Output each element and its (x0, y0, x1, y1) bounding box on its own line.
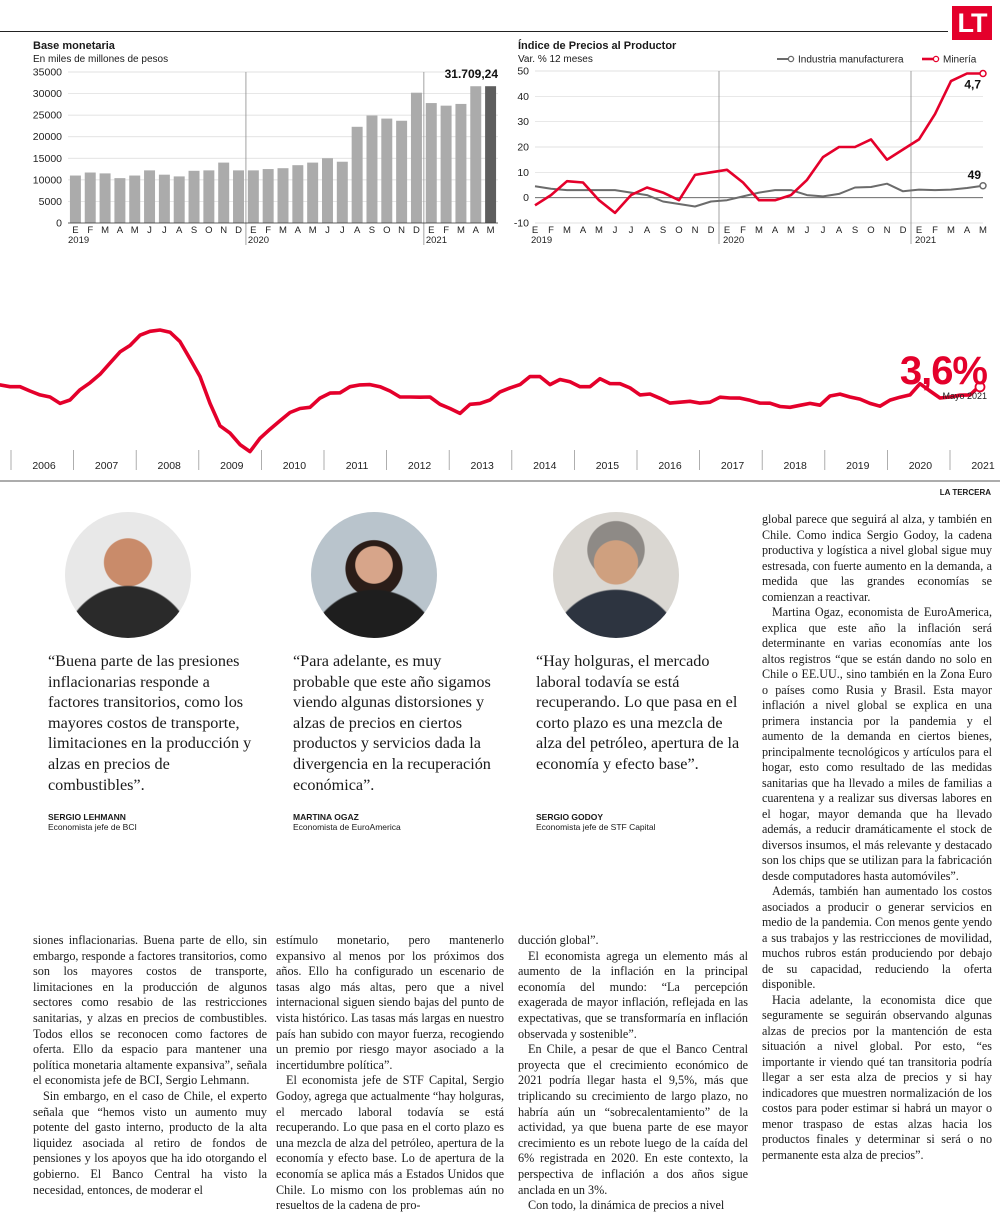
y-tick-label: 10000 (32, 174, 62, 187)
bar (100, 173, 111, 223)
year-label: 2008 (157, 460, 181, 472)
paragraph: Hacia adelante, la economista dice que seguramente se seguirán observando algunas alzas de precios por la mantención de esta situación a nivel global. Por esto, “es importante ir viendo qué tan transitoria podría llegar a ser esta alza de precios y si hay indicadores que muestren normalización de los costos para poder estimar si habrá un mayor o menor traspaso de estas alzas hacia los productos finales y determinar si será o no permanente esta alza de precios”. (762, 992, 992, 1162)
year-label: 2019 (68, 235, 90, 246)
year-label: 2006 (32, 460, 56, 472)
x-tick-label: F (548, 225, 554, 236)
highlight-caption: Mayo 2021 (942, 391, 987, 401)
quote-lehmann: “Buena parte de las presiones inflacionarias responde a factores transitorios, como los mayores costos de transporte, limitaciones en la producción y alzas en precios de combustibles”. (48, 652, 252, 794)
bar (129, 176, 140, 223)
x-tick-label: A (835, 225, 843, 236)
x-tick-label: J (820, 225, 826, 236)
x-tick-label: J (162, 225, 167, 236)
ipp-chart (505, 50, 1000, 250)
end-point-marker (980, 71, 986, 77)
year-label: 2014 (533, 460, 557, 472)
sergio-godoy-portrait (553, 512, 679, 638)
paragraph: Además, también han aumentado los costos asociados a producir o generar servicios en medio de la pandemia. Con menos gente yendo a sus trabajos y las restricciones de movilidad, muchos rubros están produciendo por debajo de su capacidad, reduciendo la oferta disponible. (762, 884, 992, 991)
y-tick-label: 20000 (32, 131, 62, 144)
x-tick-label: M (486, 225, 495, 236)
la-tercera-logo: LT (952, 6, 992, 40)
x-tick-label: A (579, 225, 587, 236)
x-tick-label: A (963, 225, 971, 236)
x-tick-label: O (675, 225, 683, 236)
year-label: 2015 (595, 460, 620, 472)
year-label: 2018 (783, 460, 807, 472)
top-rule (0, 31, 948, 32)
x-tick-label: A (176, 225, 183, 236)
x-tick-label: A (472, 225, 479, 236)
y-tick-label: 25000 (32, 109, 62, 122)
x-tick-label: M (101, 225, 110, 236)
x-tick-label: E (531, 225, 539, 236)
y-tick-label: 40 (517, 90, 529, 103)
bar (144, 170, 155, 223)
x-tick-label: D (413, 225, 420, 236)
x-tick-label: J (325, 225, 330, 236)
x-tick-label: M (308, 225, 317, 236)
year-label: 2009 (220, 460, 244, 472)
y-tick-label: 10 (517, 166, 529, 179)
year-label: 2011 (345, 460, 369, 472)
article-column-2 (276, 933, 504, 1214)
x-tick-label: M (787, 225, 795, 236)
bar (292, 165, 303, 223)
bar (233, 170, 244, 223)
bar (366, 116, 377, 223)
year-label: 2021 (915, 235, 937, 246)
x-tick-label: S (851, 225, 859, 236)
x-tick-label: M (755, 225, 763, 236)
x-tick-label: E (250, 225, 257, 236)
quote-ogaz: “Para adelante, es muy probable que este año sigamos viendo algunas distorsiones y alzas de precios en ciertos productos y servicios dada la divergencia en la recuperación económica”. (293, 652, 491, 794)
chart2-subtitle: Var. % 12 meses (518, 54, 593, 65)
x-tick-label: D (707, 225, 715, 236)
x-tick-label: S (368, 225, 376, 236)
quote-lehmann-name: SERGIO LEHMANN (48, 812, 126, 822)
chart1-subtitle: En miles de millones de pesos (33, 54, 169, 65)
quote-lehmann-role: Economista jefe de BCI (48, 822, 137, 832)
y-tick-label: 0 (56, 217, 62, 230)
year-label: 2010 (282, 460, 307, 472)
quote-godoy-role: Economista jefe de STF Capital (536, 822, 656, 832)
y-tick-label: 0 (523, 192, 529, 205)
x-tick-label: M (947, 225, 955, 236)
bar (307, 163, 318, 223)
year-label: 2020 (247, 235, 270, 246)
x-tick-label: M (456, 225, 465, 236)
y-tick-label: 20 (517, 141, 529, 154)
bar (159, 175, 170, 223)
y-tick-label: 35000 (32, 66, 62, 79)
x-tick-label: M (130, 225, 139, 236)
article-column-4 (762, 512, 992, 1163)
paragraph: Con todo, la dinámica de precios a nivel (528, 1198, 725, 1213)
x-tick-label: N (691, 225, 699, 236)
x-tick-label: A (771, 225, 779, 236)
x-tick-label: M (279, 225, 287, 236)
x-tick-label: F (265, 225, 272, 236)
bar (263, 169, 274, 223)
year-label: 2021 (425, 235, 448, 246)
quote-ogaz-name: MARTINA OGAZ (293, 812, 359, 822)
x-tick-label: J (147, 225, 152, 236)
paragraph: En Chile, a pesar de que el Banco Central proyecta que el crecimiento económico de 2021 podría llegar hasta el 9,5%, más que triplicando su crecimiento de largo plazo, no habría aún un “sobrecalentamiento” de la actividad, ya que buena parte de ese mayor crecimiento es un rebote luego de la caída del 6% registrada en 2020. En este contexto, la perspectiva de inflación a dos años sigue anclada en un 3%. (518, 1042, 748, 1197)
bar (441, 106, 452, 223)
year-label: 2013 (470, 460, 494, 472)
bar (352, 127, 363, 223)
x-tick-label: M (595, 225, 603, 236)
bar (248, 170, 259, 223)
year-label: 2021 (971, 460, 995, 472)
x-tick-label: O (867, 225, 875, 236)
y-tick-label: 30000 (32, 88, 62, 101)
article-column-3 (518, 933, 748, 1214)
bar (322, 158, 333, 223)
x-tick-label: J (339, 225, 345, 236)
x-tick-label: J (612, 225, 618, 236)
x-tick-label: E (723, 225, 731, 236)
sergio-lehmann-portrait (65, 512, 191, 638)
x-tick-label: S (659, 225, 667, 236)
bar (381, 119, 392, 223)
legend-marker (788, 56, 793, 61)
year-label: 2017 (720, 460, 745, 472)
y-tick-label: -10 (513, 217, 529, 230)
x-tick-label: O (383, 225, 391, 236)
ipc-historico-chart (0, 290, 1000, 492)
chart2-title: Índice de Precios al Productor (518, 40, 677, 52)
paragraph: El economista jefe de STF Capital, Sergio Godoy, agrega que actualmente “hay holguras, el mercado laboral todavía se está recuperando. Lo que pasa en el corto plazo es una mezcla de alza del petróleo, apertura de la economía y efecto base. Lo de apertura de la economía se aplica más a Estados Unidos que Chile. Lo mismo con los problemas aún no resueltos de la cadena de pro- (276, 1073, 504, 1213)
y-tick-label: 30 (517, 116, 529, 129)
quote-godoy: “Hay holguras, el mercado laboral todavía se está recuperando. Lo que pasa en el corto plazo es una mezcla de alza del petróleo, apertura de la economía y efecto base”. (536, 652, 740, 773)
paragraph: ducción global”. (518, 933, 599, 947)
x-tick-label: E (428, 225, 435, 236)
paragraph: estímulo monetario, pero mantenerlo expansivo al menos por los próximos dos años. Ello ha configurado un escenario de tasas algo más altas, pero que a nivel internacional siguen siendo bajas del punto de vista histórico. Las tasas más largas en nuestro país han subido con mayor fuerza, recogiendo un premio por riesgo mayor asociado a la incertidumbre política”. (276, 933, 504, 1072)
x-tick-label: F (740, 225, 746, 236)
x-tick-label: F (87, 225, 94, 236)
x-tick-label: D (235, 225, 242, 236)
x-tick-label: F (932, 225, 938, 236)
x-tick-label: A (294, 225, 301, 236)
year-label: 2020 (908, 460, 933, 472)
y-tick-label: 15000 (32, 152, 62, 165)
bar (337, 162, 348, 223)
bar (70, 176, 81, 223)
bar (485, 86, 496, 223)
bar (278, 168, 289, 223)
year-label: 2019 (531, 235, 553, 246)
paragraph: El economista agrega un elemento más al aumento de la inflación en la principal economía del mundo: “La percepción exagerada de mayor inflación, reflejada en las expectativas, que se transformaría en inflación observada y sostenible”. (518, 948, 748, 1041)
paragraph: siones inflacionarias. Buena parte de ello, sin embargo, responde a factores transitorios, como son los mayores costos de transporte, limitaciones en la producción de algunos sectores como resabio de las restricciones sanitarias, y alzas en precios de combustibles. Todos ellos se reconocen como factores de oferta. Ello da espacio para mantener una política monetaria altamente expansiva”, señala el economista jefe de BCI, Sergio Lehmann. (33, 933, 267, 1088)
year-label: 2007 (94, 460, 119, 472)
paragraph: global parece que seguirá al alza, y también en Chile. Como indica Sergio Godoy, la cadena productiva y logística a nivel global sigue muy estresada, con fuerte aumento en la demanda, a medida que las grandes economías se comienzan a reactivar. (762, 512, 992, 604)
bar (411, 93, 422, 223)
legend-marker (933, 56, 938, 61)
quote-godoy-name: SERGIO GODOY (536, 812, 604, 822)
year-label: 2012 (407, 460, 432, 472)
x-tick-label: E (915, 225, 923, 236)
legend-label: Minería (943, 54, 977, 66)
x-tick-label: N (220, 225, 228, 236)
x-tick-label: S (190, 225, 198, 236)
highlight-value: 3,6% (899, 349, 987, 393)
x-tick-label: O (205, 225, 213, 236)
x-tick-label: E (72, 225, 79, 236)
end-point-marker (980, 183, 986, 189)
article-column-1 (33, 933, 267, 1198)
x-tick-label: A (116, 225, 124, 236)
bar (203, 170, 214, 223)
year-label: 2016 (658, 460, 682, 472)
bar (396, 121, 407, 223)
year-label: 2020 (723, 235, 745, 246)
bar (85, 173, 96, 223)
bar (174, 176, 185, 223)
bar (470, 86, 481, 223)
base-monetaria-chart (0, 60, 505, 250)
credit-la-tercera: LA TERCERA (939, 488, 991, 497)
x-tick-label: F (443, 225, 450, 236)
martina-ogaz-portrait (311, 512, 437, 638)
end-value-label: 4,7 (964, 77, 981, 92)
x-tick-label: J (804, 225, 810, 236)
quote-ogaz-role: Economista de EuroAmerica (293, 822, 401, 832)
y-tick-label: 5000 (38, 195, 62, 208)
x-tick-label: A (353, 225, 361, 236)
x-tick-label: N (398, 225, 406, 236)
x-tick-label: D (899, 225, 907, 236)
y-tick-label: 50 (517, 65, 529, 78)
paragraph: Martina Ogaz, economista de EuroAmerica, explica que este año la inflación será determinante en varias economías ante los altos registros “que se están dando no solo en Chile o EE.UU., sino también en la Zona Euro o países como Rusia y Brasil. Esta mayor inflación a nivel global se explica en una primera instancia por la pandemia y el aumento de la demanda en ciertos bienes, principalmente tecnológicos y artículos para el hogar, esto como resultado de las medidas sanitarias que ha llevado a miles de familias a cuarentena y a realizar sus diversas labores en el hogar, mayor demanda que ha llevado además, a reducir dramáticamente el stock de diversos insumos, el más relevante y destacado son los chips que se utilizan para la fabricación desde computadores hasta automóviles”. (762, 605, 992, 883)
bar (455, 104, 466, 223)
x-tick-label: N (883, 225, 891, 236)
paragraph: Sin embargo, en el caso de Chile, el experto señala que “hemos visto un aumento muy potente del gasto interno, producto de la alta liquidez asociada al retiro de fondos de pensiones y los apoyos que ha ido otorgando el gobierno. El Banco Central ha visto la necesidad, entonces, de moderar el (33, 1088, 267, 1197)
bar (114, 178, 125, 223)
x-tick-label: A (643, 225, 651, 236)
inflation-line (0, 330, 980, 452)
chart1-title: Base monetaria (33, 40, 115, 52)
x-tick-label: M (979, 225, 987, 236)
end-value-label: 49 (967, 167, 981, 182)
x-tick-label: M (563, 225, 571, 236)
year-label: 2019 (846, 460, 870, 472)
bar (189, 171, 200, 223)
legend-label: Industria manufacturera (798, 54, 904, 66)
bar (426, 103, 437, 223)
last-value-label: 31.709,24 (444, 67, 498, 82)
bar (218, 163, 229, 223)
x-tick-label: J (628, 225, 634, 236)
